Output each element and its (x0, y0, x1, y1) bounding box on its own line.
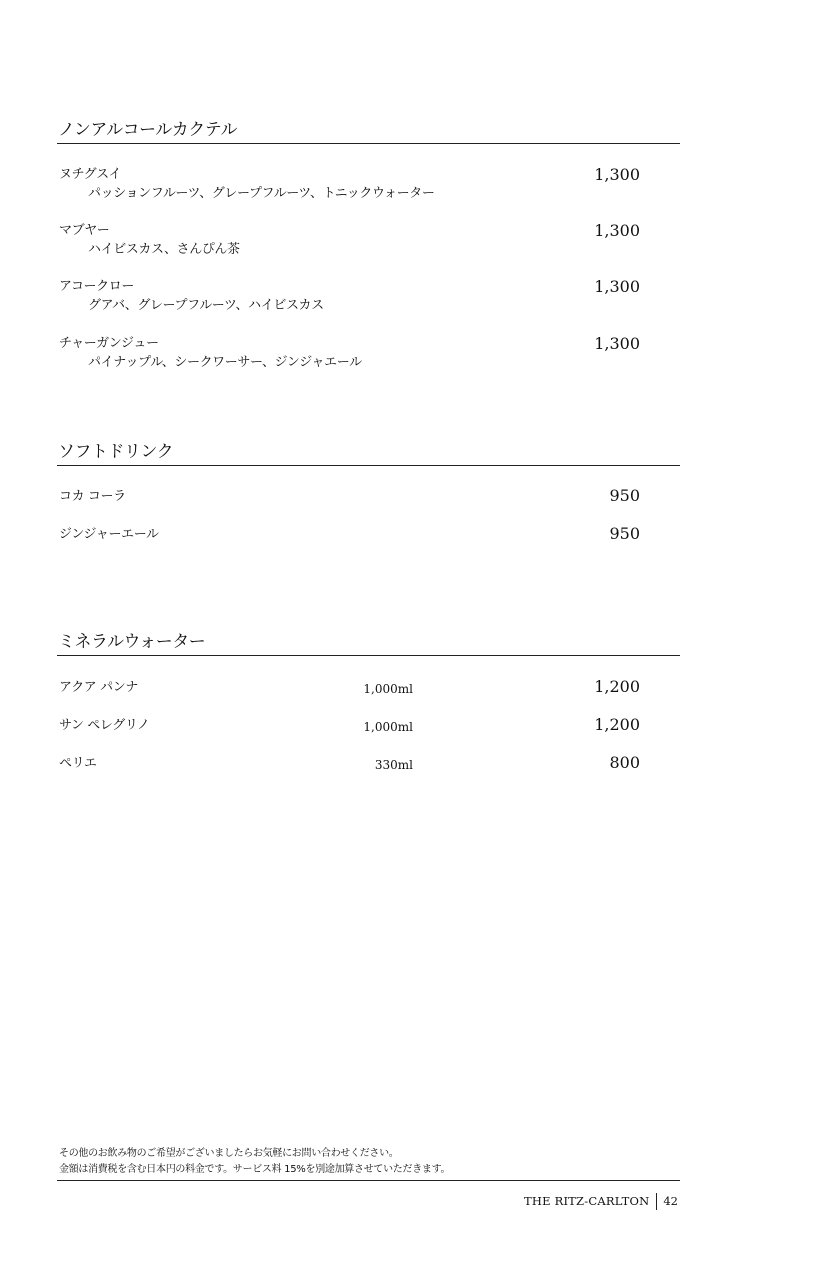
item-price: 800 (609, 753, 640, 772)
item-price: 950 (609, 486, 640, 505)
item-price: 1,300 (594, 334, 640, 353)
section-title: ノンアルコールカクテル (57, 119, 680, 144)
item-volume: 1,000ml (363, 682, 413, 696)
footnotes (59, 1146, 680, 1178)
item-name: コカ コーラ (59, 489, 126, 504)
item-description: パイナップル、シークワーサー、ジンジャエール (88, 355, 362, 370)
section-soft-drinks (57, 441, 680, 543)
item-price: 1,200 (594, 715, 640, 734)
footer-separator (656, 1193, 657, 1210)
page-footer (524, 1191, 678, 1211)
item-name: ヌチグスイ (59, 167, 122, 182)
page-number: 42 (663, 1194, 678, 1208)
item-price: 1,300 (594, 221, 640, 240)
item-name: チャーガンジュー (59, 336, 159, 351)
section-title: ミネラルウォーター (57, 631, 680, 656)
section-non-alcoholic-cocktails (57, 119, 680, 370)
item-name: ジンジャーエール (59, 527, 159, 542)
item-name: アクア パンナ (59, 680, 138, 695)
item-price: 950 (609, 524, 640, 543)
note-inquiry: その他のお飲み物のご希望がございましたらお気軽にお問い合わせください。 (59, 1148, 399, 1159)
brand-name: THE RITZ-CARLTON (524, 1194, 650, 1208)
item-volume: 1,000ml (363, 720, 413, 734)
section-title: ソフトドリンク (57, 441, 680, 466)
item-price: 1,200 (594, 677, 640, 696)
item-name: マブヤー (59, 223, 110, 238)
note-tax-service: 金額は消費税を含む日本円の料金です。サービス料 15%を別途加算させていただきます。 (59, 1164, 451, 1175)
item-description: グアバ、グレープフルーツ、ハイビスカス (88, 298, 324, 313)
section-mineral-water (57, 631, 680, 772)
item-description: ハイビスカス、さんぴん茶 (88, 242, 240, 257)
item-description: パッションフルーツ、グレープフルーツ、トニックウォーター (88, 186, 435, 201)
item-volume: 330ml (374, 758, 413, 772)
item-name: サン ペレグリノ (59, 718, 150, 733)
footer-divider (57, 1180, 680, 1181)
item-price: 1,300 (594, 277, 640, 296)
item-price: 1,300 (594, 165, 640, 184)
item-name: ペリエ (59, 756, 97, 771)
item-name: アコークロー (59, 279, 134, 294)
